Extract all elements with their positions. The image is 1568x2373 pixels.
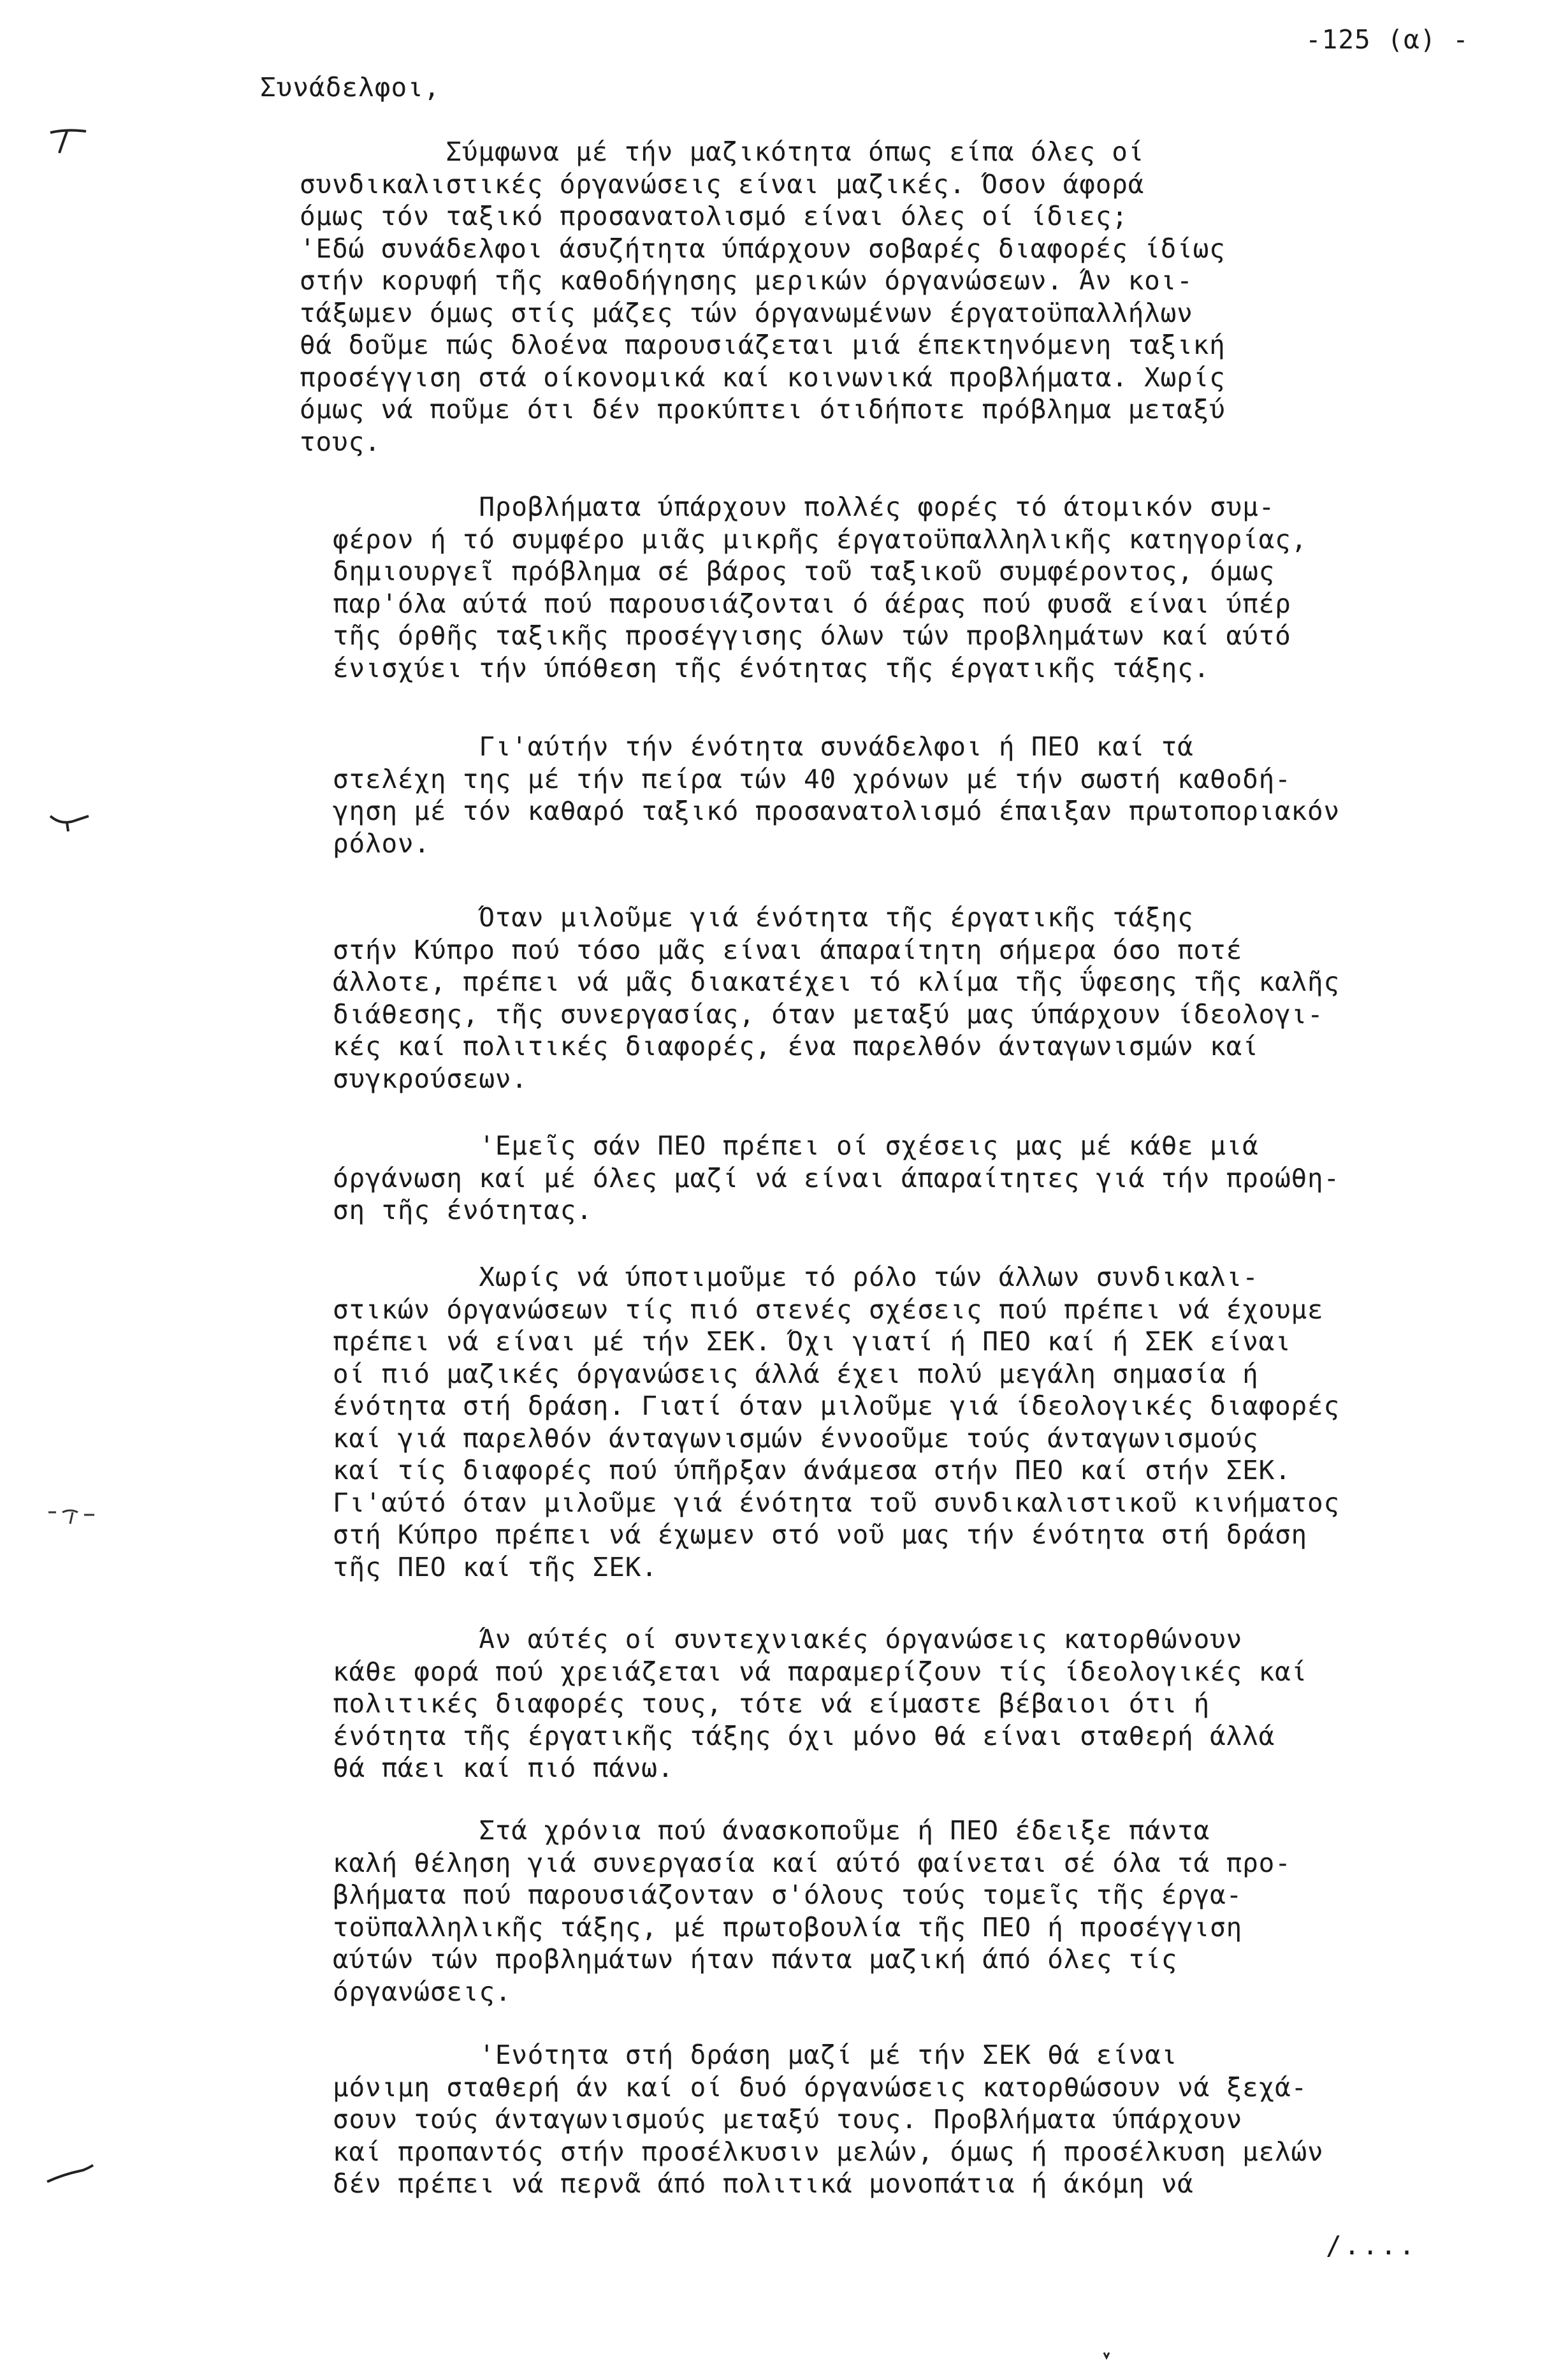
punch-hole-mark-lower	[45, 1503, 102, 1529]
paragraph-3: Γι'αύτήν τήν ένότητα συνάδελφοι ή ΠΕΟ καί τά στελέχη της μέ τήν πείρα τών 40 χρόνων μέ τήν σωστή καθοδή- γηση μέ τόν καθαρό ταξικό προσανατολισμό έπαιξαν πρωτοποριακόν ρόλον.	[333, 731, 1340, 859]
paragraph-1: Σύμφωνα μέ τήν μαζικότητα όπως είπα όλες οί συνδικαλιστικές όργανώσεις είναι μαζικές. Όσον άφορά όμως τόν ταξικό προσανατολισμό είναι όλες οί ίδιες; 'Εδώ συνάδελφοι άσυζήτητα ύπάρχουν σοβαρές διαφορές ίδίως στήν κορυφή τῆς καθοδήγησης μερικών όργανώσεων. Άν κοι- τάξωμεν όμως στίς μάζες τών όργανωμένων έργατοϋπαλλήλων θά δοῦμε πώς δλοένα παρουσιάζεται μιά έπεκτηνόμενη ταξική προσέγγιση στά οίκονομικά καί κοινωνικά προβλήματα. Χωρίς όμως νά ποῦμε ότι δέν προκύπτει ότιδήποτε πρόβλημα μεταξύ τους.	[300, 136, 1226, 457]
paragraph-8: Στά χρόνια πού άνασκοποῦμε ή ΠΕΟ έδειξε πάντα καλή θέληση γιά συνεργασία καί αύτό φαίνεται σέ όλα τά προ- βλήματα πού παρουσιάζονταν σ'όλους τούς τομεῖς τῆς έργα- τοϋπαλληλικῆς τάξης, μέ πρωτοβουλία τῆς ΠΕΟ ή προσέγγιση αύτών τών προβλημάτων ήταν πάντα μαζική άπό όλες τίς όργανώσεις.	[333, 1815, 1291, 2007]
punch-hole-mark-middle	[48, 812, 92, 838]
paragraph-4: Όταν μιλοῦμε γιά ένότητα τῆς έργατικῆς τάξης στήν Κύπρο πού τόσο μᾶς είναι άπαραίτητη σήμερα όσο ποτέ άλλοτε, πρέπει νά μᾶς διακατέχει τό κλίμα τῆς ΰφεσης τῆς καλῆς διάθεσης, τῆς συνεργασίας, όταν μεταξύ μας ύπάρχουν ίδεολογι- κές καί πολιτικές διαφορές, ένα παρελθόν άνταγωνισμών καί συγκρούσεων.	[333, 902, 1340, 1094]
paragraph-7: Άν αύτές οί συντεχνιακές όργανώσεις κατορθώνουν κάθε φορά πού χρειάζεται νά παραμερίζουν τίς ίδεολογικές καί πολιτικές διαφορές τους, τότε νά είμαστε βέβαιοι ότι ή ένότητα τῆς έργατικῆς τάξης όχι μόνο θά είναι σταθερή άλλά θά πάει καί πιό πάνω.	[333, 1624, 1308, 1783]
continuation-marker: /....	[1326, 2230, 1418, 2261]
paragraph-5: 'Εμεῖς σάν ΠΕΟ πρέπει οί σχέσεις μας μέ κάθε μιά όργάνωση καί μέ όλες μαζί νά είναι άπαραίτητες γιά τήν προώθη- ση τῆς ένότητας.	[333, 1130, 1340, 1225]
paragraph-2: Προβλήματα ύπάρχουν πολλές φορές τό άτομικόν συμ- φέρον ή τό συμφέρο μιᾶς μικρῆς έργατοϋπαλληλικῆς κατηγορίας, δημιουργεῖ πρόβλημα σέ βάρος τοῦ ταξικοῦ συμφέροντος, όμως παρ'όλα αύτά πού παρουσιάζονται ό άέρας πού φυσᾶ είναι ύπέρ τῆς όρθῆς ταξικῆς προσέγγισης όλων τών προβλημάτων καί αύτό ένισχύει τήν ύπόθεση τῆς ένότητας τῆς έργατικῆς τάξης.	[333, 492, 1308, 683]
punch-hole-mark-top	[48, 128, 92, 159]
paragraph-9: 'Ενότητα στή δράση μαζί μέ τήν ΣΕΚ θά είναι μόνιμη σταθερή άν καί οί δυό όργανώσεις κατορθώσουν νά ξεχά- σουν τούς άνταγωνισμούς μεταξύ τους. Προβλήματα ύπάρχουν καί προπαντός στήν προσέλκυσιν μελών, όμως ή προσέλκυση μελών δέν πρέπει νά περνᾶ άπό πολιτικά μονοπάτια ή άκόμη νά	[333, 2040, 1324, 2199]
salutation: Συνάδελφοι,	[260, 72, 440, 103]
page-number: -125 (α) -	[1305, 24, 1469, 55]
paragraph-6: Χωρίς νά ύποτιμοῦμε τό ρόλο τών άλλων συνδικαλι- στικών όργανώσεων τίς πιό στενές σχέσεις πού πρέπει νά έχουμε πρέπει νά είναι μέ τήν ΣΕΚ. Όχι γιατί ή ΠΕΟ καί ή ΣΕΚ είναι οί πιό μαζικές όργανώσεις άλλά έχει πολύ μεγάλη σημασία ή ένότητα στή δράση. Γιατί όταν μιλοῦμε γιά ίδεολογικές διαφορές καί γιά παρελθόν άνταγωνισμών έννοοῦμε τούς άνταγωνισμούς καί τίς διαφορές πού ύπῆρξαν άνάμεσα στήν ΠΕΟ καί στήν ΣΕΚ. Γι'αύτό όταν μιλοῦμε γιά ένότητα τοῦ συνδικαλιστικοῦ κινήματος στή Κύπρο πρέπει νά έχωμεν στό νοῦ μας τήν ένότητα στή δράση τῆς ΠΕΟ καί τῆς ΣΕΚ.	[333, 1262, 1340, 1582]
punch-hole-mark-bottom	[45, 2163, 96, 2186]
ink-dot	[1100, 2350, 1113, 2363]
